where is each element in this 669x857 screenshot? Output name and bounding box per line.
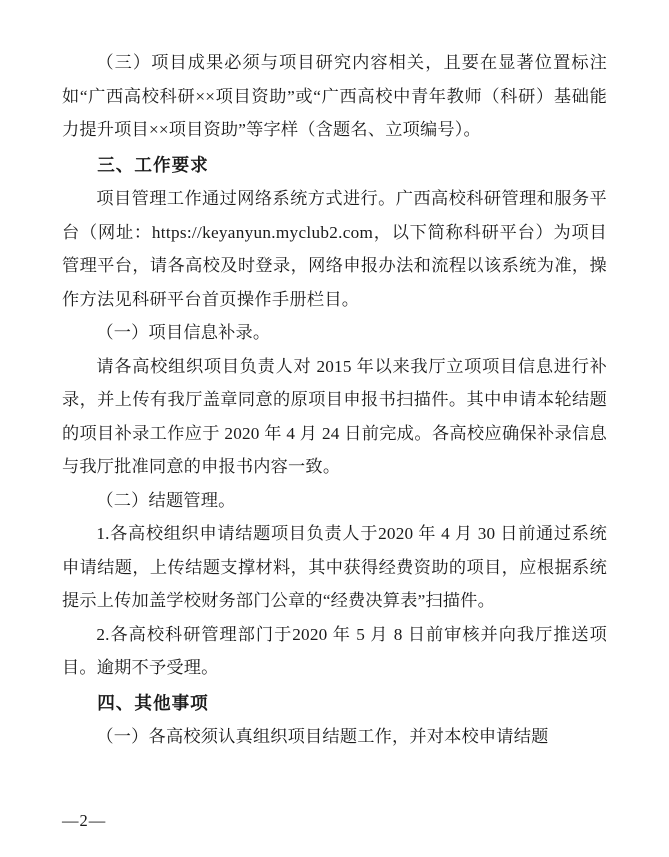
- paragraph-platform-info: 项目管理工作通过网络系统方式进行。广西高校科研管理和服务平台（网址：https://keyanyun.myclub2.com，以下简称科研平台）为项目管理平台，请各高校及时登录，网络申报办法和流程以该系统为准，操作方法见科研平台首页操作手册栏目。: [62, 189, 607, 309]
- section-heading-work-requirements: 三、工作要求: [97, 154, 209, 175]
- section-heading-other-matters: 四、其他事项: [97, 692, 209, 713]
- paragraph-subitem-1-body: 请各高校组织项目负责人对 2015 年以来我厅立项项目信息进行补录，并上传有我厅盖章同意的原项目申报书扫描件。其中申请本轮结题的项目补录工作应于 2020 年 4 月 24 日前完成。各高校应确保补录信息与我厅批准同意的申报书内容一致。: [62, 356, 607, 476]
- paragraph-subitem-1-title: （一）项目信息补录。: [96, 323, 271, 342]
- paragraph-subitem-2-point-2: 2.各高校科研管理部门于2020 年 5 月 8 日前审核并向我厅推送项目。逾期不予受理。: [62, 624, 607, 677]
- paragraph-other-item-1: （一）各高校须认真组织项目结题工作，并对本校申请结题: [96, 727, 549, 746]
- paragraph-item-3-achievements: （三）项目成果必须与项目研究内容相关，且要在显著位置标注如“广西高校科研××项目资助”或“广西高校中青年教师（科研）基础能力提升项目××项目资助”等字样（含题名、立项编号）。: [62, 53, 607, 139]
- paragraph-subitem-2-title: （二）结题管理。: [96, 490, 236, 510]
- paragraph-subitem-2-point-1: 1.各高校组织申请结题项目负责人于2020 年 4 月 30 日前通过系统申请结题，上传结题支撑材料，其中获得经费资助的项目，应根据系统提示上传加盖学校财务部门公章的“经费决算表”扫描件。: [62, 524, 607, 610]
- page-number: —2—: [62, 811, 107, 830]
